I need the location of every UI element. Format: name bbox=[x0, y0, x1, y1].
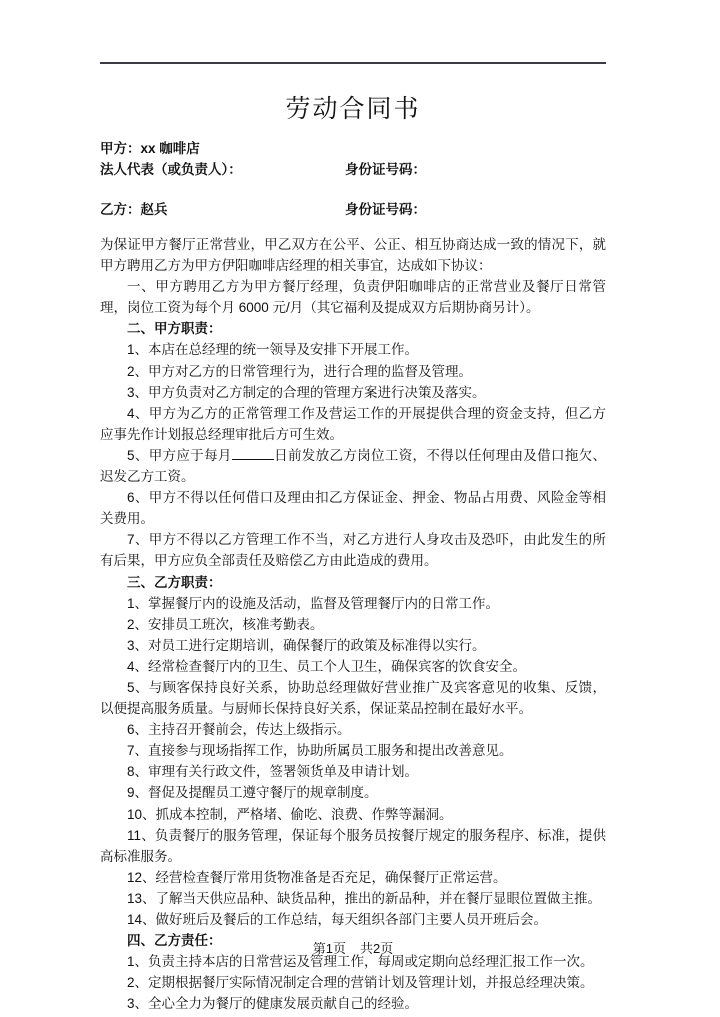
legal-representative-label: 法人代表（或负责人）： bbox=[100, 162, 242, 177]
blank-item-prefix: 5、甲方应于每月 bbox=[127, 447, 232, 463]
list-item: 5、与顾客保持良好关系，协助总经理做好营业推广及宾客意见的收集、反馈，以便提高服务质量。与厨师长保持良好关系，保证菜品控制在最好水平。 bbox=[100, 679, 606, 717]
list-item: 1、本店在总经理的统一领导及安排下开展工作。 bbox=[127, 342, 419, 358]
legal-representative-id-label: 身份证号码： bbox=[345, 162, 426, 177]
list-item: 12、经营检查餐厅常用货物准备是否充足，确保餐厅正常运营。 bbox=[127, 869, 507, 885]
list-item: 2、安排员工班次，核准考勤表。 bbox=[127, 616, 324, 632]
list-item: 3、对员工进行定期培训，确保餐厅的政策及标准得以实行。 bbox=[127, 637, 486, 653]
parties-spacer bbox=[100, 180, 606, 199]
list-item: 14、做好班后及餐后的工作总结，每天组织各部门主要人员开班后会。 bbox=[127, 912, 548, 927]
page-title: 劳动合同书 bbox=[285, 94, 421, 123]
party-a-name: 甲方：xx 咖啡店 bbox=[100, 141, 200, 156]
list-item: 1、掌握餐厅内的设施及活动，监督及管理餐厅内的日常工作。 bbox=[127, 595, 500, 611]
list-item: 3、全心全力为餐厅的健康发展贡献自己的经验。 bbox=[127, 996, 419, 1012]
section-heading-party-b-duties: 三、乙方职责： bbox=[127, 574, 222, 590]
list-item: 11、负责餐厅的服务管理，保证每个服务员按餐厅规定的服务程序、标准，提供高标准服务。 bbox=[100, 827, 606, 864]
list-item: 4、甲方为乙方的正常管理工作及营运工作的开展提供合理的资金支持，但乙方应事先作计划报总经理审批后方可生效。 bbox=[100, 405, 606, 442]
page-footer bbox=[100, 939, 606, 959]
list-item: 7、直接参与现场指挥工作，协助所属员工服务和提出改善意见。 bbox=[127, 743, 513, 759]
list-item-with-blank bbox=[100, 445, 606, 487]
party-b-id-label: 身份证号码： bbox=[345, 202, 426, 217]
header-divider-rule bbox=[100, 62, 606, 64]
parties-block bbox=[100, 138, 606, 220]
article-one-paragraph: 一、甲方聘用乙方为甲方餐厅经理，负责伊阳咖啡店的正常营业及餐厅日常管理，岗位工资为每个月 6000 元/月（其它福利及提成双方后期协商另计）。 bbox=[100, 279, 606, 316]
list-item: 10、抓成本控制，严格堵、偷吃、浪费、作弊等漏洞。 bbox=[127, 806, 453, 822]
document-body bbox=[100, 234, 606, 1014]
blank-item-suffix: 日前发放乙方岗位工资，不得以任何理由及借口拖欠、迟发乙方工资。 bbox=[100, 447, 607, 485]
list-item: 6、主持召开餐前会，传达上级指示。 bbox=[127, 722, 351, 738]
list-item: 6、甲方不得以任何借口及理由扣乙方保证金、押金、物品占用费、风险金等相关费用。 bbox=[100, 490, 606, 527]
list-item: 3、甲方负责对乙方制定的合理的管理方案进行决策及落实。 bbox=[127, 384, 486, 400]
list-item: 1、负责主持本店的日常营运及管理工作，每周或定期向总经理汇报工作一次。 bbox=[127, 954, 594, 970]
preamble-paragraph: 为保证甲方餐厅正常营业，甲乙双方在公平、公正、相互协商达成一致的情况下，就甲方聘用乙方为甲方伊阳咖啡店经理的相关事宜，达成如下协议： bbox=[100, 237, 606, 274]
list-item: 9、督促及提醒员工遵守餐厅的规章制度。 bbox=[127, 785, 378, 801]
section-heading-party-a-duties: 二、甲方职责： bbox=[127, 321, 222, 337]
party-b-row bbox=[100, 199, 606, 220]
document-content bbox=[100, 92, 606, 1014]
list-item: 2、定期根据餐厅实际情况制定合理的营销计划及管理计划，并报总经理决策。 bbox=[127, 975, 594, 991]
legal-representative-row bbox=[100, 159, 606, 180]
list-item: 13、了解当天供应品种、缺货品种，推出的新品种，并在餐厅显眼位置做主推。 bbox=[127, 890, 602, 906]
party-a-row bbox=[100, 138, 606, 159]
footer-current-page: 第1页 bbox=[312, 941, 346, 956]
section-heading-party-b-responsibilities: 四、乙方责任： bbox=[127, 933, 222, 949]
list-item: 2、甲方对乙方的日常管理行为，进行合理的监督及管理。 bbox=[127, 363, 473, 379]
list-item: 7、甲方不得以乙方管理工作不当，对乙方进行人身攻击及恐吓，由此发生的所有后果，甲方应负全部责任及赔偿乙方由此造成的费用。 bbox=[100, 532, 606, 569]
list-item: 4、经常检查餐厅内的卫生、员工个人卫生，确保宾客的饮食安全。 bbox=[127, 658, 527, 674]
footer-total-pages: 共2页 bbox=[360, 941, 394, 956]
party-b-name: 乙方：赵兵 bbox=[100, 202, 168, 217]
list-item: 8、审理有关行政文件，签署领货单及申请计划。 bbox=[127, 764, 419, 780]
salary-date-blank-field[interactable] bbox=[232, 459, 274, 460]
